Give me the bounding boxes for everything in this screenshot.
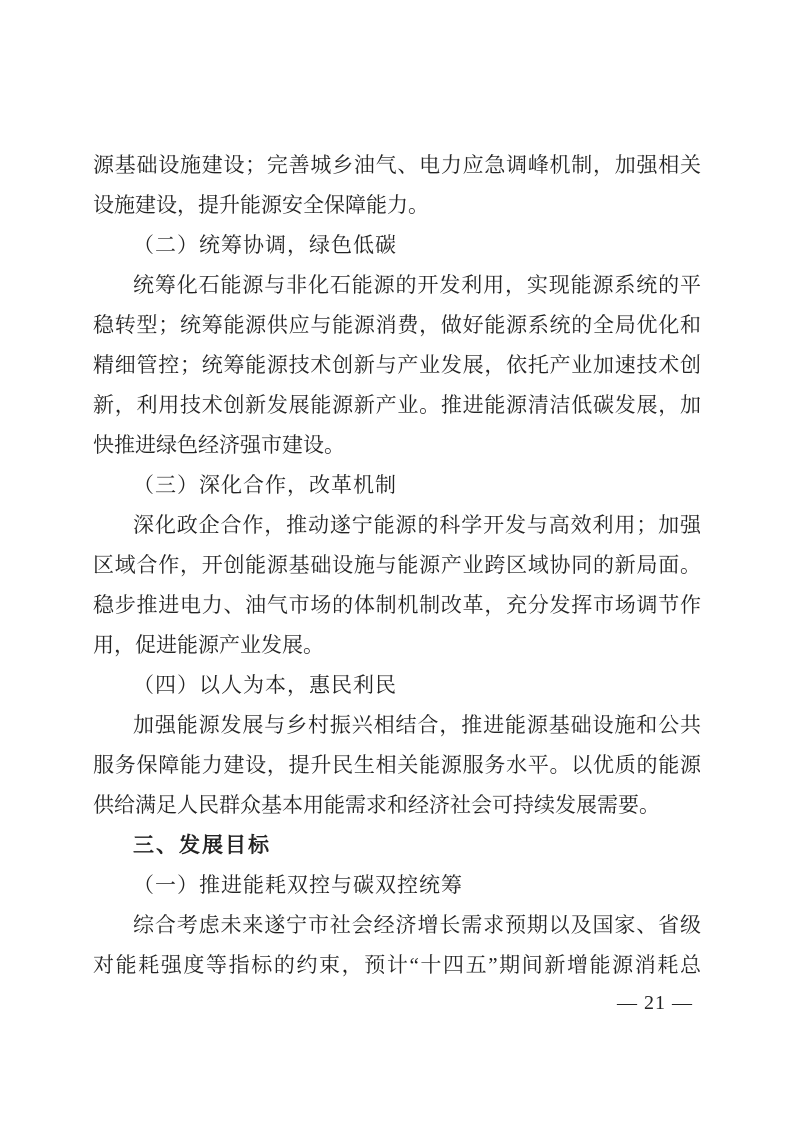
text-line: 新，利用技术创新发展能源新产业。推进能源清洁低碳发展，加 [93, 393, 701, 417]
text-line: 统筹化石能源与非化石能源的开发利用，实现能源系统的平 [133, 273, 701, 297]
text-line: 对能耗强度等指标的约束，预计“十四五”期间新增能源消耗总 [93, 953, 701, 977]
text-line: 设施建设，提升能源安全保障能力。 [93, 193, 429, 217]
text-line: 稳步推进电力、油气市场的体制机制改革，充分发挥市场调节作 [93, 593, 701, 617]
text-line: 加强能源发展与乡村振兴相结合，推进能源基础设施和公共 [133, 713, 701, 737]
section-heading: （三）深化合作，改革机制 [133, 473, 397, 497]
page-number: — 21 — [617, 992, 693, 1014]
text-line: 服务保障能力建设，提升民生相关能源服务水平。以优质的能源 [93, 753, 701, 777]
section-heading: （二）统筹协调，绿色低碳 [133, 233, 397, 257]
text-line: 深化政企合作，推动遂宁能源的科学开发与高效利用；加强 [133, 513, 701, 537]
text-line: 综合考虑未来遂宁市社会经济增长需求预期以及国家、省级 [133, 913, 701, 937]
text-line: 供给满足人民群众基本用能需求和经济社会可持续发展需要。 [93, 793, 660, 817]
chapter-heading: 三、发展目标 [133, 833, 271, 857]
section-heading: （四）以人为本，惠民利民 [133, 673, 397, 697]
text-line: 区域合作，开创能源基础设施与能源产业跨区域协同的新局面。 [93, 553, 701, 577]
section-heading: （一）推进能耗双控与碳双控统筹 [133, 873, 463, 897]
text-line: 快推进绿色经济强市建设。 [93, 433, 345, 457]
text-line: 用，促进能源产业发展。 [93, 633, 324, 657]
document-body [93, 145, 701, 985]
text-line: 稳转型；统筹能源供应与能源消费，做好能源系统的全局优化和 [93, 313, 701, 337]
text-line: 精细管控；统筹能源技术创新与产业发展，依托产业加速技术创 [93, 353, 701, 377]
text-line: 源基础设施建设；完善城乡油气、电力应急调峰机制，加强相关 [93, 153, 701, 177]
